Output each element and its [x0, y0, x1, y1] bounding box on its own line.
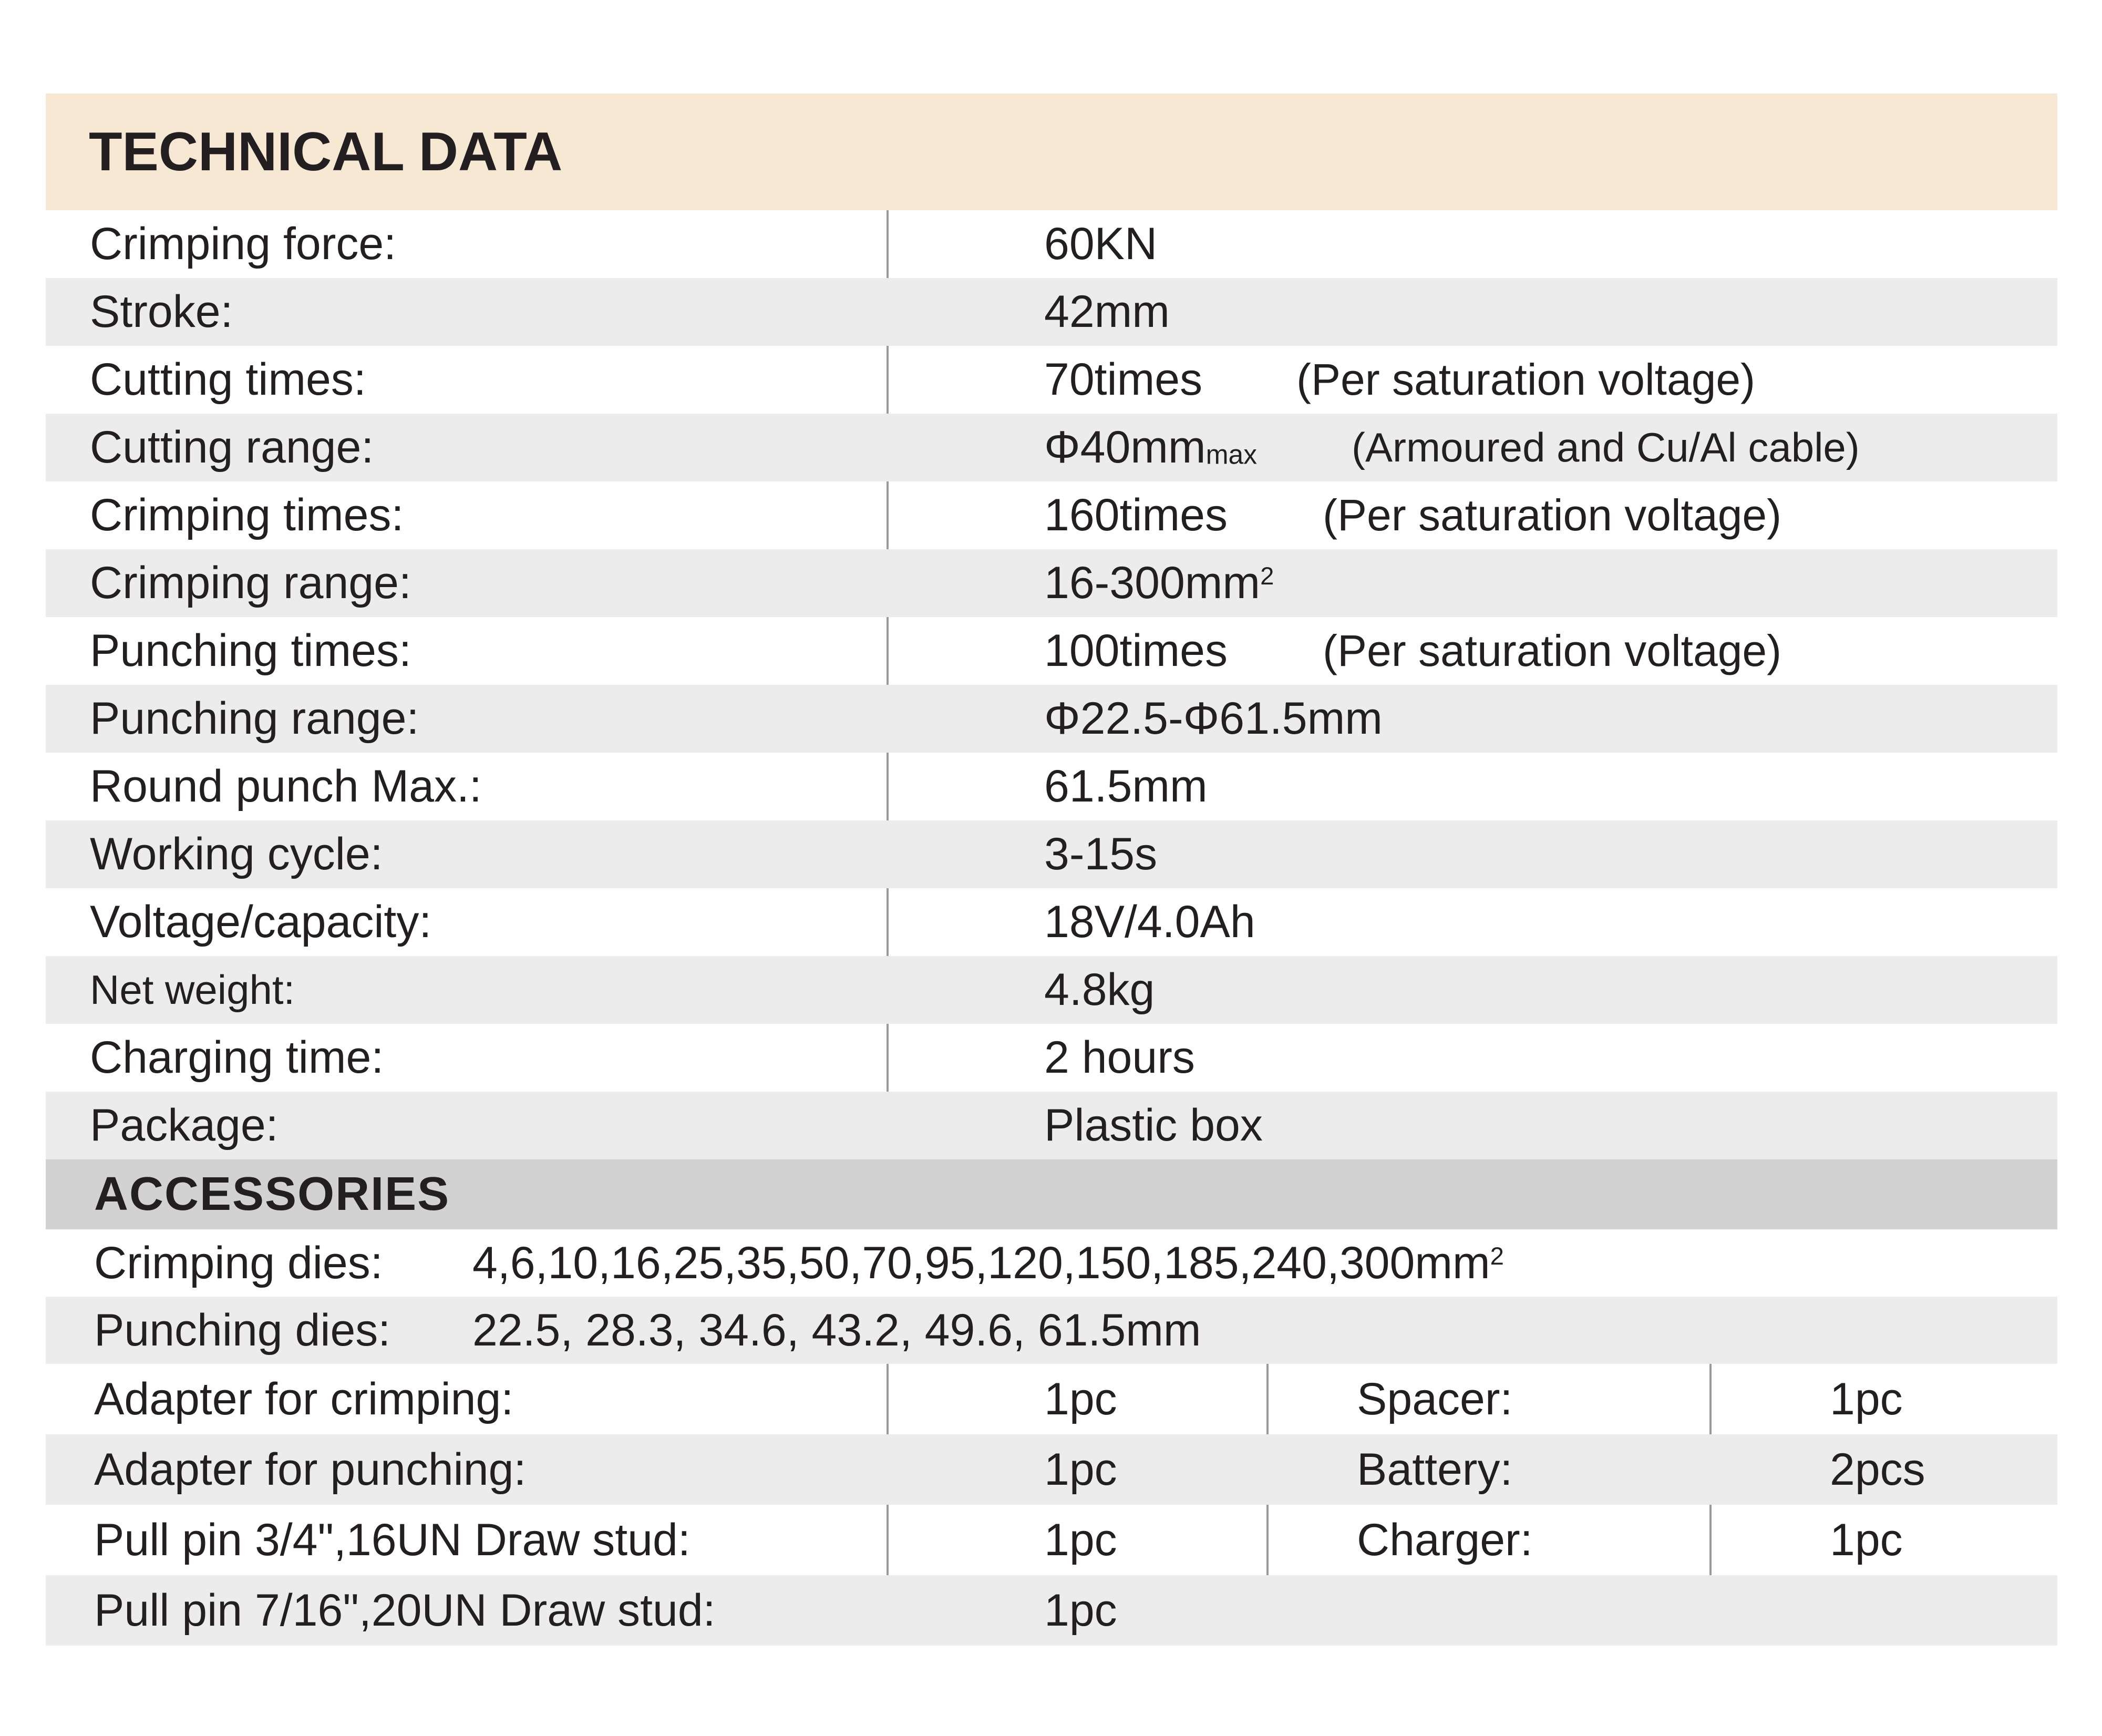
accessory-item-name: Battery:: [1357, 1444, 1513, 1495]
accessory-label: Crimping dies:: [94, 1238, 383, 1288]
spec-value: [1044, 414, 1257, 481]
spec-label: Cutting times:: [90, 354, 366, 405]
spec-row-round-punch-max: [46, 753, 2057, 820]
accessory-value: 22.5, 28.3, 34.6, 43.2, 49.6, 61.5mm: [472, 1305, 1201, 1355]
spec-value: 2 hours: [1044, 1032, 1195, 1083]
spec-value: 61.5mm: [1044, 761, 1208, 811]
accessory-item-qty: 1pc: [1044, 1444, 1117, 1495]
spec-row-cutting-times: [46, 346, 2057, 414]
spec-value-subscript: max: [1205, 439, 1258, 470]
spec-value-superscript: 2: [1260, 562, 1274, 590]
spec-note: (Per saturation voltage): [1323, 490, 1782, 540]
spec-value-main: Φ40mm: [1044, 422, 1206, 472]
accessory-grid-row: [46, 1434, 2057, 1505]
technical-data-header: [46, 94, 2057, 210]
spec-label: Crimping force:: [90, 219, 397, 269]
accessory-item-name: Charger:: [1357, 1515, 1533, 1565]
spec-note: (Armoured and Cu/Al cable): [1352, 424, 1860, 470]
spec-row-voltage-capacity: [46, 888, 2057, 956]
accessory-row-crimping-dies: [46, 1229, 2057, 1297]
spec-value: 100times: [1044, 625, 1228, 676]
spec-sheet: [46, 94, 2057, 1646]
accessory-item-name: Pull pin 3/4",16UN Draw stud:: [94, 1515, 691, 1565]
accessory-item-qty: 1pc: [1830, 1515, 1903, 1565]
spec-value: Φ22.5-Φ61.5mm: [1044, 693, 1383, 744]
accessory-value-main: 4,6,10,16,25,35,50,70,95,120,150,185,240,300mm: [472, 1238, 1490, 1288]
technical-data-table: [46, 210, 2057, 1159]
spec-value: 42mm: [1044, 286, 1170, 337]
spec-value: 4.8kg: [1044, 964, 1155, 1015]
spec-label: Cutting range:: [90, 422, 374, 472]
technical-data-title: TECHNICAL DATA: [89, 121, 563, 182]
accessory-item-qty: 2pcs: [1830, 1444, 1925, 1495]
spec-value: 60KN: [1044, 219, 1158, 269]
accessory-grid-row: [46, 1364, 2057, 1434]
accessory-item-name: Pull pin 7/16",20UN Draw stud:: [94, 1585, 716, 1636]
spec-row-stroke: [46, 278, 2057, 346]
spec-note: (Per saturation voltage): [1323, 626, 1782, 675]
spec-label: Charging time:: [90, 1032, 384, 1083]
spec-row-working-cycle: [46, 820, 2057, 888]
spec-label: Round punch Max.:: [90, 761, 482, 811]
spec-row-net-weight: [46, 956, 2057, 1024]
spec-row-charging-time: [46, 1024, 2057, 1092]
accessory-item-name: Adapter for crimping:: [94, 1374, 514, 1424]
spec-row-punching-range: [46, 685, 2057, 753]
accessory-grid-row: [46, 1505, 2057, 1575]
accessory-grid: [46, 1364, 2057, 1646]
spec-row-crimping-times: [46, 481, 2057, 549]
spec-label: Working cycle:: [90, 829, 383, 879]
spec-value: 70times: [1044, 354, 1203, 405]
accessory-item-name: Adapter for punching:: [94, 1444, 527, 1495]
spec-label: Punching range:: [90, 693, 419, 744]
accessories-header: [46, 1159, 2057, 1229]
accessory-item-qty: 1pc: [1044, 1374, 1117, 1424]
spec-value: 160times: [1044, 490, 1228, 540]
spec-note: (Per saturation voltage): [1296, 355, 1756, 404]
accessory-item-qty: 1pc: [1044, 1585, 1117, 1636]
accessory-label: Punching dies:: [94, 1305, 391, 1355]
spec-label: Package:: [90, 1100, 279, 1151]
spec-value: [1044, 549, 1274, 617]
accessory-item-qty: 1pc: [1830, 1374, 1903, 1424]
accessory-item-qty: 1pc: [1044, 1515, 1117, 1565]
spec-value: 18V/4.0Ah: [1044, 897, 1255, 947]
spec-label: Punching times:: [90, 625, 411, 676]
spec-value: Plastic box: [1044, 1100, 1263, 1151]
spec-row-cutting-range: [46, 414, 2057, 481]
accessory-row-punching-dies: [46, 1297, 2057, 1364]
accessory-value-superscript: 2: [1490, 1242, 1504, 1270]
accessory-grid-row: [46, 1575, 2057, 1646]
spec-label: Stroke:: [90, 286, 233, 337]
spec-row-crimping-range: [46, 549, 2057, 617]
spec-row-crimping-force: [46, 210, 2057, 278]
spec-label: Net weight:: [90, 967, 295, 1013]
spec-value-main: 16-300mm: [1044, 558, 1261, 608]
spec-value: 3-15s: [1044, 829, 1158, 879]
accessory-item-name: Spacer:: [1357, 1374, 1513, 1424]
accessories-title: ACCESSORIES: [94, 1168, 450, 1220]
spec-label: Voltage/capacity:: [90, 897, 432, 947]
spec-label: Crimping range:: [90, 558, 411, 608]
spec-label: Crimping times:: [90, 490, 404, 540]
spec-row-package: [46, 1092, 2057, 1159]
accessory-value: [472, 1229, 1504, 1297]
spec-row-punching-times: [46, 617, 2057, 685]
